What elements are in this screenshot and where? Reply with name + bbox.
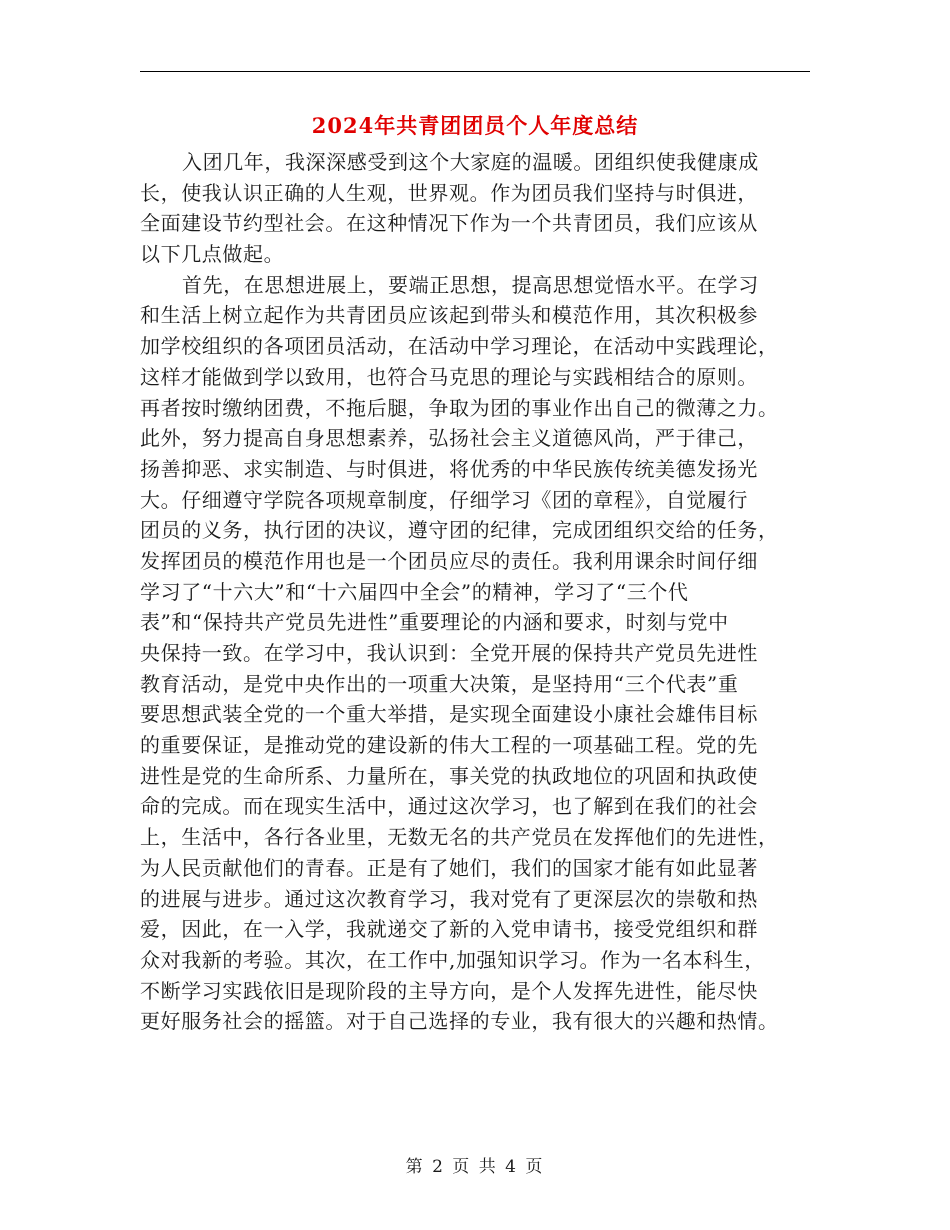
paragraph-line: 发挥团员的模范作用也是一个团员应尽的责任。我利用课余时间仔细 xyxy=(140,548,758,573)
paragraph-line: 教育活动，是党中央作出的一项重大决策，是坚持用“三个代表”重 xyxy=(140,671,739,696)
page-number-footer: 第 2 页 共 4 页 xyxy=(405,1157,545,1177)
paragraph-line: 加学校组织的各项团员活动，在活动中学习理论，在活动中实践理论， xyxy=(140,334,779,359)
paragraph-line: 表”和“保持共产党员先进性”重要理论的内涵和要求，时刻与党中 xyxy=(140,610,729,635)
paragraph-line: 爱，因此，在一入学，我就递交了新的入党申请书，接受党组织和群 xyxy=(140,917,758,942)
paragraph-line: 众对我新的考验。其次，在工作中,加强知识学习。作为一名本科生， xyxy=(140,947,765,972)
paragraph-line: 和生活上树立起作为共青团员应该起到带头和模范作用，其次积极参 xyxy=(140,303,758,328)
paragraph-line: 入团几年，我深深感受到这个大家庭的温暖。团组织使我健康成 xyxy=(182,150,759,174)
paragraph-line: 不断学习实践依旧是现阶段的主导方向，是个人发挥先进性，能尽快 xyxy=(140,978,758,1003)
paragraph-line: 更好服务社会的摇篮。对于自己选择的专业，我有很大的兴趣和热情。 xyxy=(140,1009,779,1034)
paragraph-line: 全面建设节约型社会。在这种情况下作为一个共青团员，我们应该从 xyxy=(140,211,758,236)
paragraph-line: 扬善抑恶、求实制造、与时俱进，将优秀的中华民族传统美德发扬光 xyxy=(140,456,758,481)
paragraph-line: 大。仔细遵守学院各项规章制度，仔细学习《团的章程》，自觉履行 xyxy=(140,487,748,512)
header-rule xyxy=(140,71,810,72)
paragraph-line: 要思想武装全党的一个重大举措，是实现全面建设小康社会雄伟目标 xyxy=(140,702,758,727)
paragraph-line: 上，生活中，各行各业里，无数无名的共产党员在发挥他们的先进性， xyxy=(140,825,779,850)
paragraph-line: 以下几点做起。 xyxy=(140,242,285,267)
paragraph-line: 首先，在思想进展上，要端正思想，提高思想觉悟水平。在学习 xyxy=(182,272,759,297)
paragraph-line: 学习了“十六大”和“十六届四中全会”的精神，学习了“三个代 xyxy=(140,579,689,604)
paragraph-line: 为人民贡献他们的青春。正是有了她们，我们的国家才能有如此显著 xyxy=(140,855,758,880)
paragraph-line: 这样才能做到学以致用，也符合马克思的理论与实践相结合的原则。 xyxy=(140,364,758,389)
paragraph-line: 此外，努力提高自身思想素养，弘扬社会主义道德风尚，严于律己， xyxy=(140,426,758,451)
paragraph-line: 进性是党的生命所系、力量所在，事关党的执政地位的巩固和执政使 xyxy=(140,763,758,788)
paragraph-line: 长，使我认识正确的人生观，世界观。作为团员我们坚持与时俱进， xyxy=(140,180,758,205)
paragraph-line: 的重要保证，是推动党的建设新的伟大工程的一项基础工程。党的先 xyxy=(140,733,758,758)
paragraph-line: 再者按时缴纳团费，不拖后腿，争取为团的事业作出自己的微薄之力。 xyxy=(140,395,779,420)
paragraph-line: 的进展与进步。通过这次教育学习，我对党有了更深层次的崇敬和热 xyxy=(140,886,758,911)
paragraph-line: 团员的义务，执行团的决议，遵守团的纪律，完成团组织交给的任务， xyxy=(140,518,779,543)
document-body xyxy=(140,147,815,1037)
document-title: 2024年共青团团员个人年度总结 xyxy=(311,113,639,138)
paragraph-line: 央保持一致。在学习中，我认识到：全党开展的保持共产党员先进性 xyxy=(140,641,758,665)
paragraph-line: 命的完成。而在现实生活中，通过这次学习，也了解到在我们的社会 xyxy=(140,794,758,819)
